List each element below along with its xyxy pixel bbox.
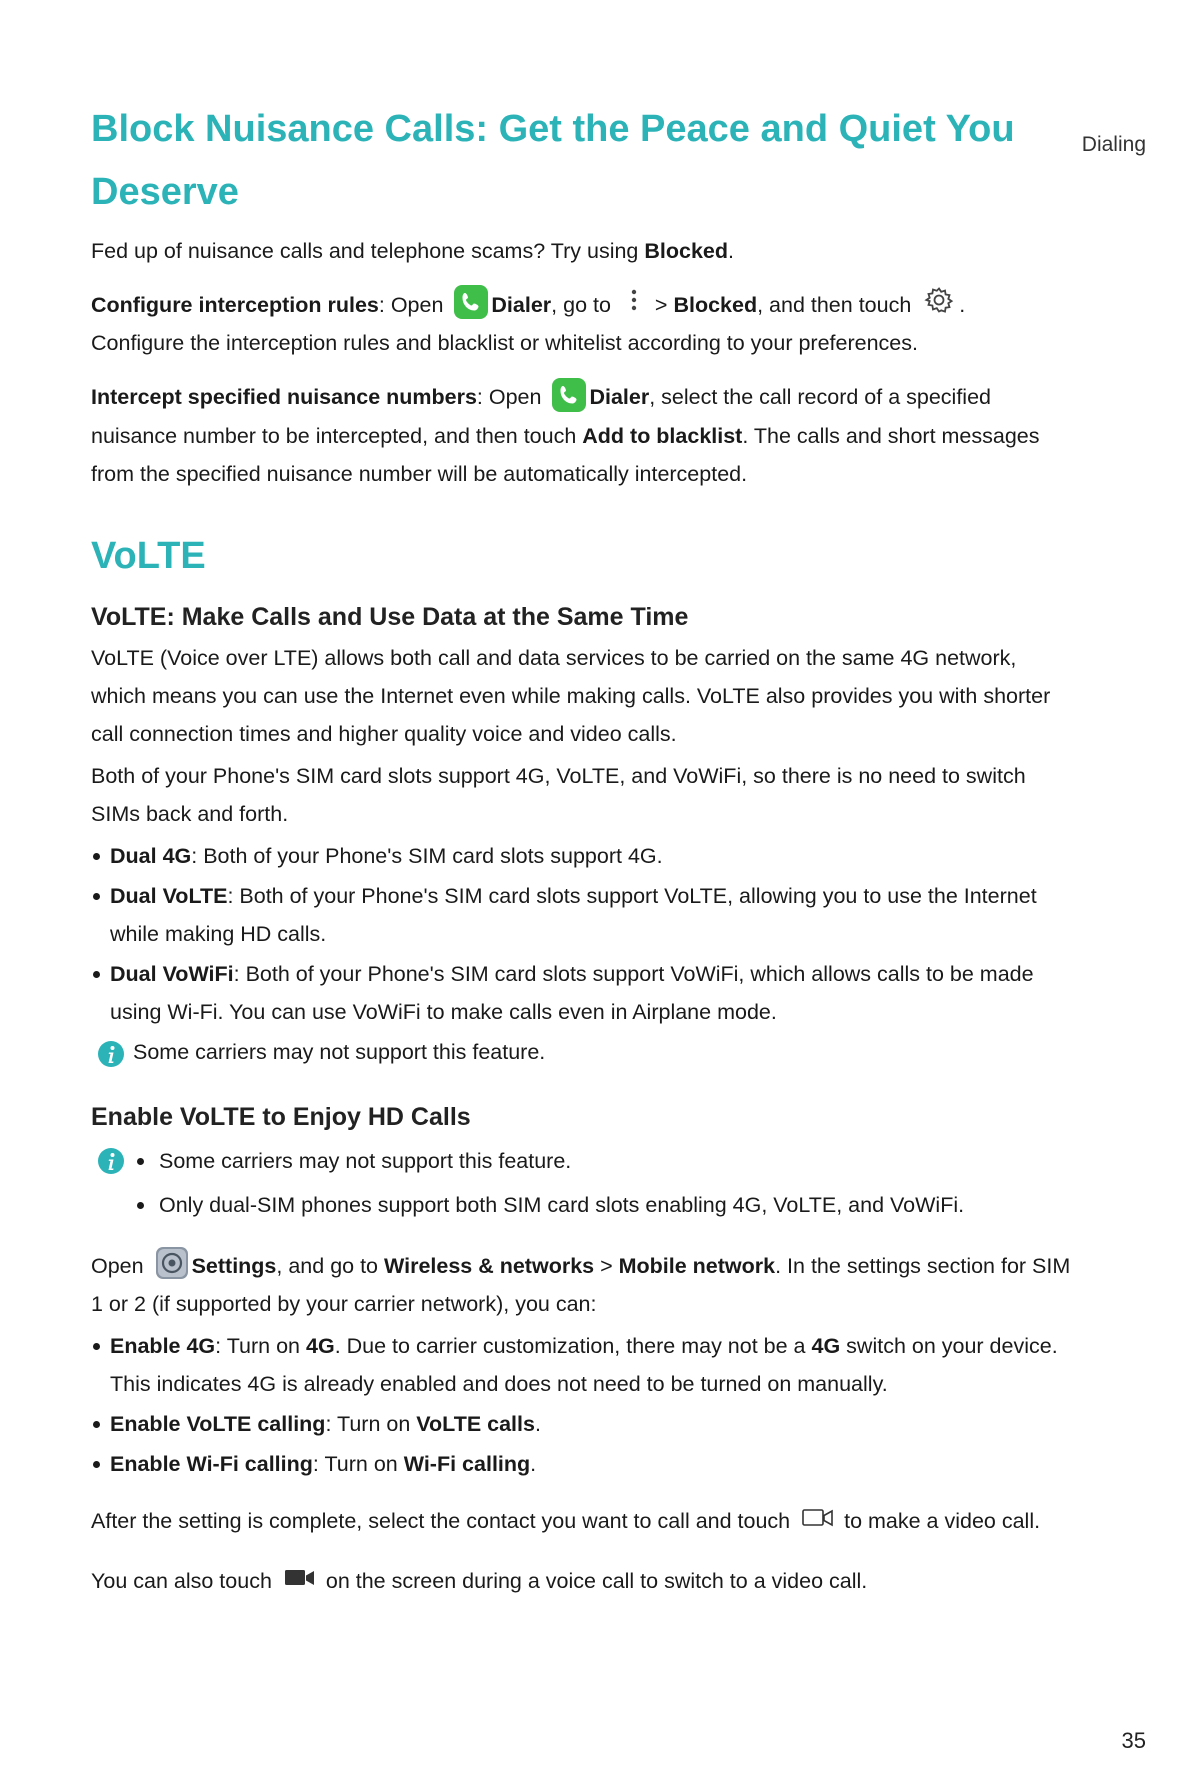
- list-item: Dual VoLTE: Both of your Phone's SIM card slots support VoLTE, allowing you to use the Internet while making HD calls.: [91, 877, 1071, 953]
- settings-app-icon: [154, 1245, 190, 1281]
- block-calls-heading: Block Nuisance Calls: Get the Peace and Quiet You Deserve: [91, 108, 1015, 213]
- list-item: Dual 4G: Both of your Phone's SIM card slots support 4G.: [91, 837, 1071, 875]
- list-item: Enable Wi-Fi calling: Turn on Wi-Fi calling.: [91, 1445, 1071, 1483]
- spacer: [91, 1085, 1071, 1099]
- sim-slots-paragraph: Both of your Phone's SIM card slots support 4G, VoLTE, and VoWiFi, so there is no need to switch SIMs back and forth.: [91, 763, 1026, 826]
- video-camera-icon: [282, 1560, 318, 1596]
- list-item: Dual VoWiFi: Both of your Phone's SIM card slots support VoWiFi, which allows calls to be made using Wi-Fi. You can use VoWiFi to make calls even in Airplane mode.: [91, 955, 1071, 1031]
- spacer: [91, 1485, 1071, 1499]
- spacer: [91, 1071, 1071, 1085]
- switch-video-paragraph: You can also touch on the screen during a voice call to switch to a video call.: [91, 1559, 1071, 1603]
- list-item: Enable VoLTE calling: Turn on VoLTE calls.: [91, 1405, 1071, 1443]
- settings-path-paragraph: Open Settings, and go to Wireless & networks > Mobile network. In the settings section for SIM 1 or 2 (if supported by your carrier network), you can:: [91, 1247, 1071, 1323]
- list-item: Only dual-SIM phones support both SIM card slots enabling 4G, VoLTE, and VoWiFi.: [159, 1183, 1071, 1227]
- carrier-note: Some carriers may not support this feature.: [91, 1033, 1071, 1071]
- intercept-numbers-paragraph: Intercept specified nuisance numbers: Open Dialer, select the call record of a specified nuisance number to be intercepted, and then touch Add to blacklist. The calls and short messages from the specified nuisance number will be automatically intercepted.: [91, 378, 1071, 492]
- volte-intro-paragraph: VoLTE (Voice over LTE) allows both call and data services to be carried on the same 4G network, which means you can use the Internet even while making calls. VoLTE also provides you with shorter call connection times and higher quality voice and video calls.: [91, 645, 1051, 746]
- dual-features-list: [91, 837, 1071, 1031]
- enable-volte-subheading: Enable VoLTE to Enjoy HD Calls: [91, 1102, 471, 1131]
- manual-page: [0, 98, 1191, 1782]
- info-icon: [97, 1147, 125, 1175]
- enable-volte-notes: [91, 1139, 1071, 1227]
- spacer: [91, 1233, 1071, 1247]
- volte-heading: VoLTE: [91, 534, 206, 577]
- volte-subheading: VoLTE: Make Calls and Use Data at the Same Time: [91, 602, 689, 631]
- list-item: Enable 4G: Turn on 4G. Due to carrier customization, there may not be a 4G switch on your device. This indicates 4G is already enabled and does not need to be turned on manually.: [91, 1327, 1071, 1403]
- dialer-app-icon: [551, 377, 587, 413]
- video-call-paragraph: After the setting is complete, select the contact you want to call and touch to make a video call.: [91, 1499, 1071, 1543]
- video-call-icon: [800, 1500, 836, 1536]
- enable-options-list: [91, 1327, 1071, 1483]
- info-icon: [97, 1040, 125, 1068]
- page-number: 35: [1121, 1728, 1146, 1753]
- more-options-icon: [621, 284, 647, 320]
- section-header-label: Dialing: [1081, 133, 1146, 156]
- list-item: Some carriers may not support this feature.: [159, 1139, 1071, 1183]
- configure-rules-paragraph: Configure interception rules: Open Dialer, go to > Blocked, and then touch . Configure the interception rules and blacklist or whitelist according to your preferences.: [91, 286, 1071, 362]
- block-intro-paragraph: Fed up of nuisance calls and telephone scams? Try using Blocked.: [91, 239, 734, 263]
- settings-gear-icon: [921, 284, 957, 320]
- dialer-app-icon: [453, 284, 489, 320]
